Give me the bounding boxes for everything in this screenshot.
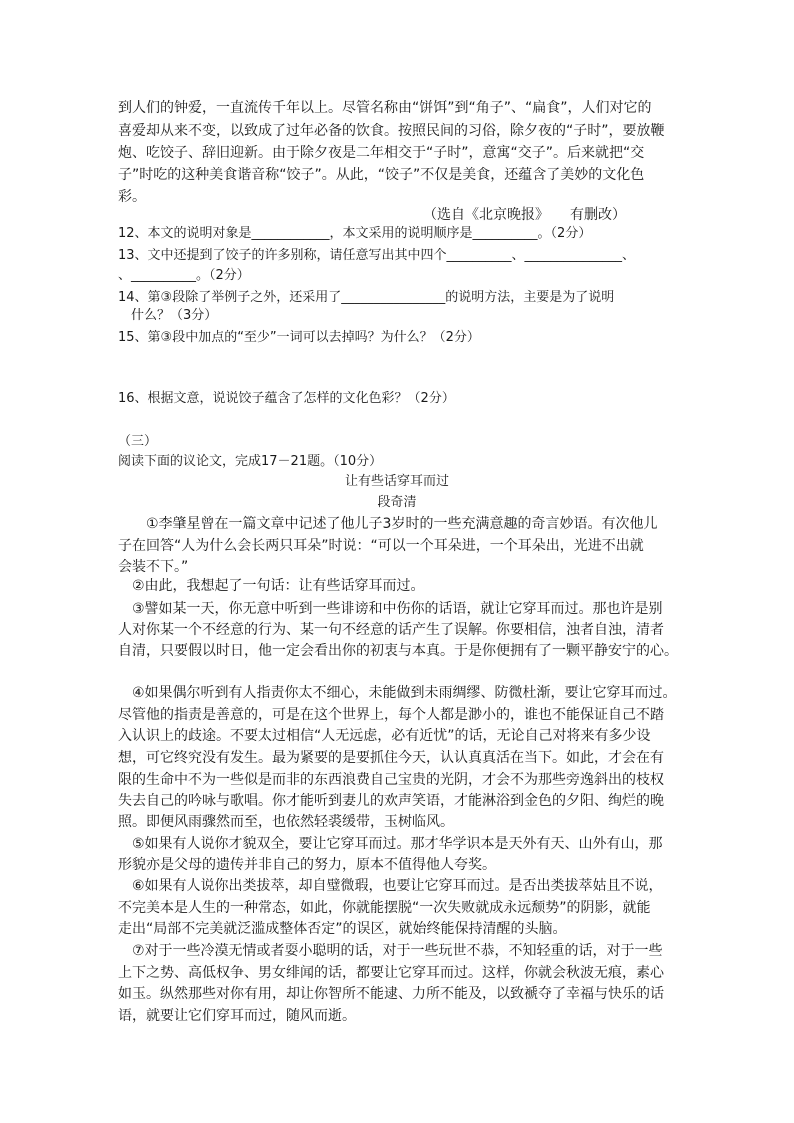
essay-title: 让有些话穿耳而过 (344, 474, 449, 489)
passage-line: 彩。 (118, 189, 146, 205)
essay-line: 想，可它终究没有发生。最为紧要的是要抓住今天，认认真真活在当下。如此，才会在有 (118, 750, 664, 766)
essay-line: 人对你某一个不经意的行为、某一句不经意的话产生了误解。你要相信，浊者自浊，清者 (118, 622, 664, 638)
question-12: 12、本文的说明对象是____________，本文采用的说明顺序是__________。（2分） (118, 226, 592, 241)
section-heading: （三） (118, 434, 158, 449)
essay-line: ④如果偶尔听到有人指责你太不细心，未能做到未雨绸缪、防微杜渐，要让它穿耳而过。 (118, 685, 677, 701)
essay-line: 照。即便风雨骤然而至，也依然轻裘缓带，玉树临风。 (118, 814, 454, 830)
essay-line: ⑤如果有人说你才貌双全，要让它穿耳而过。那才华学识本是天外有天、山外有山，那 (118, 836, 663, 852)
essay-line: ⑦对于一些冷漠无情或者耍小聪明的话，对于一些玩世不恭，不知轻重的话，对于一些 (118, 943, 663, 959)
essay-line: ③譬如某一天，你无意中听到一些诽谤和中伤你的话语，就让它穿耳而过。那也许是别 (118, 601, 663, 617)
question-14: 14、第③段除了举例子之外，还采用了________________的说明方法，主要是为了说明 (118, 290, 615, 305)
question-14-cont: 什么？（3分） (118, 308, 218, 323)
essay-line: 自清，只要假以时日，他一定会看出你的初衷与本真。于是你便拥有了一颗平静安宁的心。 (118, 643, 678, 659)
passage-line: 喜爱却从来不变，以致成了过年必备的饮食。按照民间的习俗，除夕夜的“子时”，要放鞭 (118, 123, 665, 139)
essay-line: 如玉。纵然那些对你有用，却让你智所不能逮、力所不能及，以致褫夺了幸福与快乐的话 (118, 986, 664, 1002)
section-instruction: 阅读下面的议论文，完成17－21题。（10分） (118, 454, 383, 469)
essay-author: 段奇清 (377, 495, 417, 510)
essay-line: 尽管他的指责是善意的，可是在这个世界上，每个人都是渺小的，谁也不能保证自己不踏 (118, 707, 664, 723)
essay-line: ②由此，我想起了一句话：让有些话穿耳而过。 (118, 578, 425, 594)
essay-line: 失去自己的吟咏与歌唱。你才能听到妻儿的欢声笑语，才能淋浴到金色的夕阳、绚烂的晚 (118, 793, 664, 809)
essay-line: 形貌亦是父母的遗传并非自己的努力，原本不值得他人夸奖。 (118, 857, 496, 873)
question-16: 16、根据文意，说说饺子蕴含了怎样的文化色彩？（2分） (118, 391, 455, 406)
essay-line: 语，就要让它们穿耳而过，随风而逝。 (118, 1008, 356, 1024)
essay-line: 子在回答“人为什么会长两只耳朵”时说：“可以一个耳朵进，一个耳朵出，光进不出就 (118, 538, 644, 554)
passage-line: 子”时吃的这种美食谐音称“饺子”。从此，“饺子”不仅是美食，还蕴含了美妙的文化色 (118, 167, 645, 183)
question-15: 15、第③段中加点的“至少”一词可以去掉吗？为什么？（2分） (118, 330, 480, 345)
essay-line: 上下之势、高低权争、男女绯闻的话，都要让它穿耳而过。这样，你就会秋波无痕，素心 (118, 965, 664, 981)
essay-line: 走出“局部不完美就泛滥成整体否定”的误区，就始终能保持清醒的头脑。 (118, 921, 567, 937)
essay-line: 不完美本是人生的一种常态，如此，你就能摆脱“一次失败就成永远颓势”的阴影，就能 (118, 900, 651, 916)
passage-line: 炮、吃饺子、辞旧迎新。由于除夕夜是二年相交于“子时”，意寓“交子”。后来就把“交 (118, 145, 645, 161)
source-note: （选自《北京晚报》 有删改） (423, 207, 626, 223)
essay-line: 限的生命中不为一些似是而非的东西浪费自己宝贵的光阴，才会不为那些旁逸斜出的枝权 (118, 772, 664, 788)
essay-line: 入认识上的歧途。不要太过相信“人无远虑，必有近忧”的话，无论自己对将来有多少设 (118, 728, 651, 744)
passage-line: 到人们的钟爱，一直流传千年以上。尽管名称由“饼饵”到“角子”、“扁食”，人们对它的 (118, 100, 652, 116)
question-13: 13、文中还提到了饺子的许多别称，请任意写出其中四个__________、_______________、 (118, 248, 636, 263)
essay-line: ⑥如果有人说你出类拔萃，却自璧微瑕，也要让它穿耳而过。是否出类拔萃姑且不说， (118, 878, 663, 894)
essay-line: 会装不下。” (118, 559, 189, 575)
question-13-cont: 、__________。（2分） (118, 268, 250, 283)
essay-line: ①李肇星曾在一篇文章中记述了他儿子3岁时的一些充满意趣的奇言妙语。有次他儿 (118, 516, 658, 532)
